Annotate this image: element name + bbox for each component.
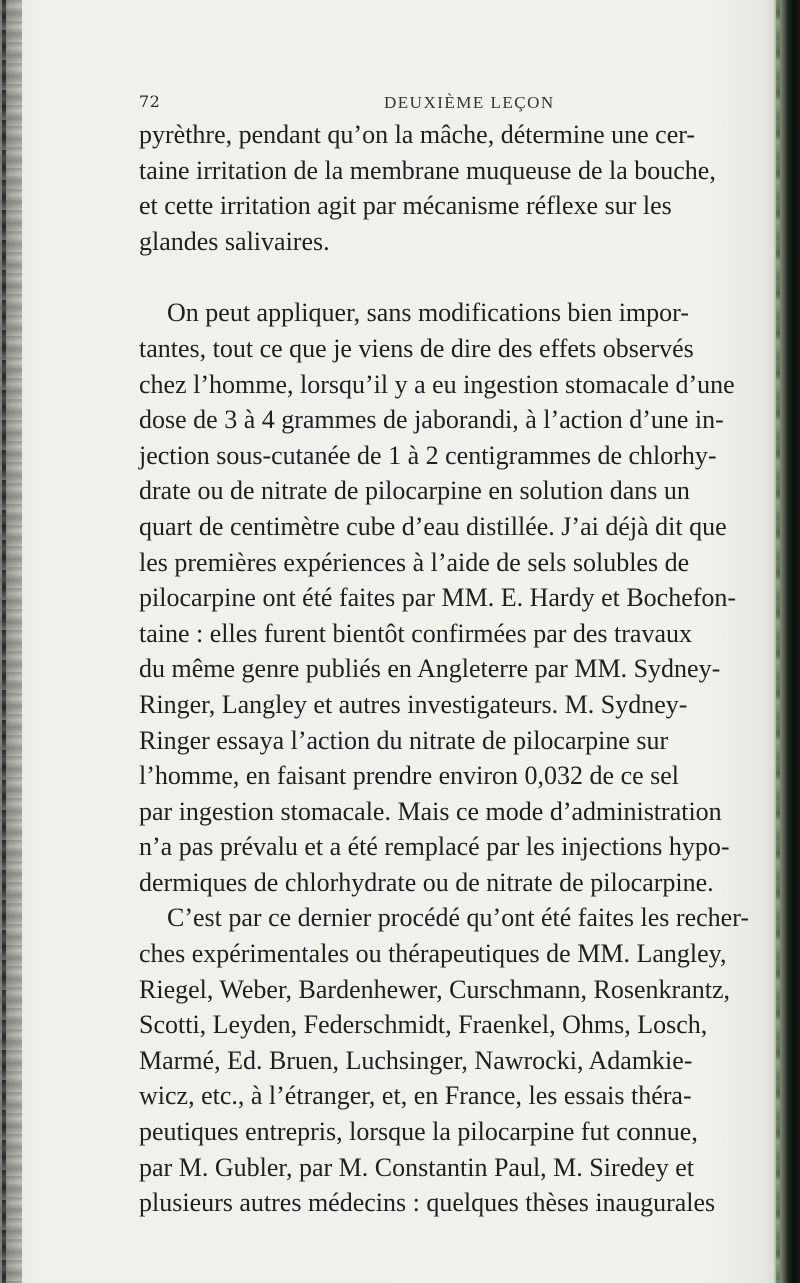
text-line: Ringer, Langley et autres investigateurs. M. Sydney- xyxy=(139,689,688,719)
text-line: les premières expériences à l’aide de sels solubles de xyxy=(139,547,690,577)
text-line: chez l’homme, lorsqu’il y a eu ingestion stomacale d’une xyxy=(139,369,735,399)
running-title: DEUXIÈME LEÇON xyxy=(384,93,555,112)
text-line: glandes salivaires. xyxy=(139,226,330,256)
paragraph xyxy=(139,117,779,259)
text-line: C’est par ce dernier procédé qu’ont été faites les recher- xyxy=(167,903,750,933)
text-line: Ringer essaya l’action du nitrate de pilocarpine sur xyxy=(139,725,669,755)
text-line: du même genre publiés en Angleterre par MM. Sydney- xyxy=(139,654,721,684)
text-line: pyrèthre, pendant qu’on la mâche, détermine une cer- xyxy=(139,120,696,149)
text-line: Marmé, Ed. Bruen, Luchsinger, Nawrocki, Adamkie- xyxy=(139,1045,693,1075)
page-number: 72 xyxy=(139,92,161,111)
text-line: quart de centimètre cube d’eau distillée. J’ai déjà dit que xyxy=(139,511,727,541)
text-line: et cette irritation agit par mécanisme réflexe sur les xyxy=(139,191,672,221)
text-line: peutiques entrepris, lorsque la pilocarpine fut connue, xyxy=(139,1117,698,1147)
text-line: plusieurs autres médecins : quelques thèses inaugurales xyxy=(139,1188,716,1218)
text-line: drate ou de nitrate de pilocarpine en solution dans un xyxy=(139,476,690,506)
paragraph-gap xyxy=(139,259,779,295)
text-line: Riegel, Weber, Bardenhewer, Curschmann, Rosenkrantz, xyxy=(139,974,730,1004)
text-line: Scotti, Leyden, Federschmidt, Fraenkel, Ohms, Losch, xyxy=(139,1010,708,1040)
text-line: n’a pas prévalu et a été remplacé par les injections hypo- xyxy=(139,832,730,862)
text-line: dose de 3 à 4 grammes de jaborandi, à l’action d’une in- xyxy=(139,405,724,435)
page-body xyxy=(139,117,779,1221)
text-line: dermiques de chlorhydrate ou de nitrate de pilocarpine. xyxy=(139,867,714,897)
text-line: On peut appliquer, sans modifications bien impor- xyxy=(167,298,689,328)
text-line: tantes, tout ce que je viens de dire des effets observés xyxy=(139,333,694,363)
text-line: wicz, etc., à l’étranger, et, en France, les essais théra- xyxy=(139,1081,692,1111)
text-line: l’homme, en faisant prendre environ 0,032 de ce sel xyxy=(139,761,680,791)
text-line: par M. Gubler, par M. Constantin Paul, M. Siredey et xyxy=(139,1152,694,1182)
text-line: jection sous-cutanée de 1 à 2 centigrammes de chlorhy- xyxy=(139,440,717,470)
text-line: taine irritation de la membrane muqueuse de la bouche, xyxy=(139,155,716,185)
paragraph xyxy=(139,295,779,1220)
left-binding-shadow xyxy=(2,0,6,1283)
text-line: ches expérimentales ou thérapeutiques de MM. Langley, xyxy=(139,939,727,969)
running-head xyxy=(139,92,764,114)
text-line: taine : elles furent bientôt confirmées par des travaux xyxy=(139,618,693,648)
text-line: pilocarpine ont été faites par MM. E. Hardy et Bochefon- xyxy=(139,583,737,613)
text-line: par ingestion stomacale. Mais ce mode d’administration xyxy=(139,796,722,826)
